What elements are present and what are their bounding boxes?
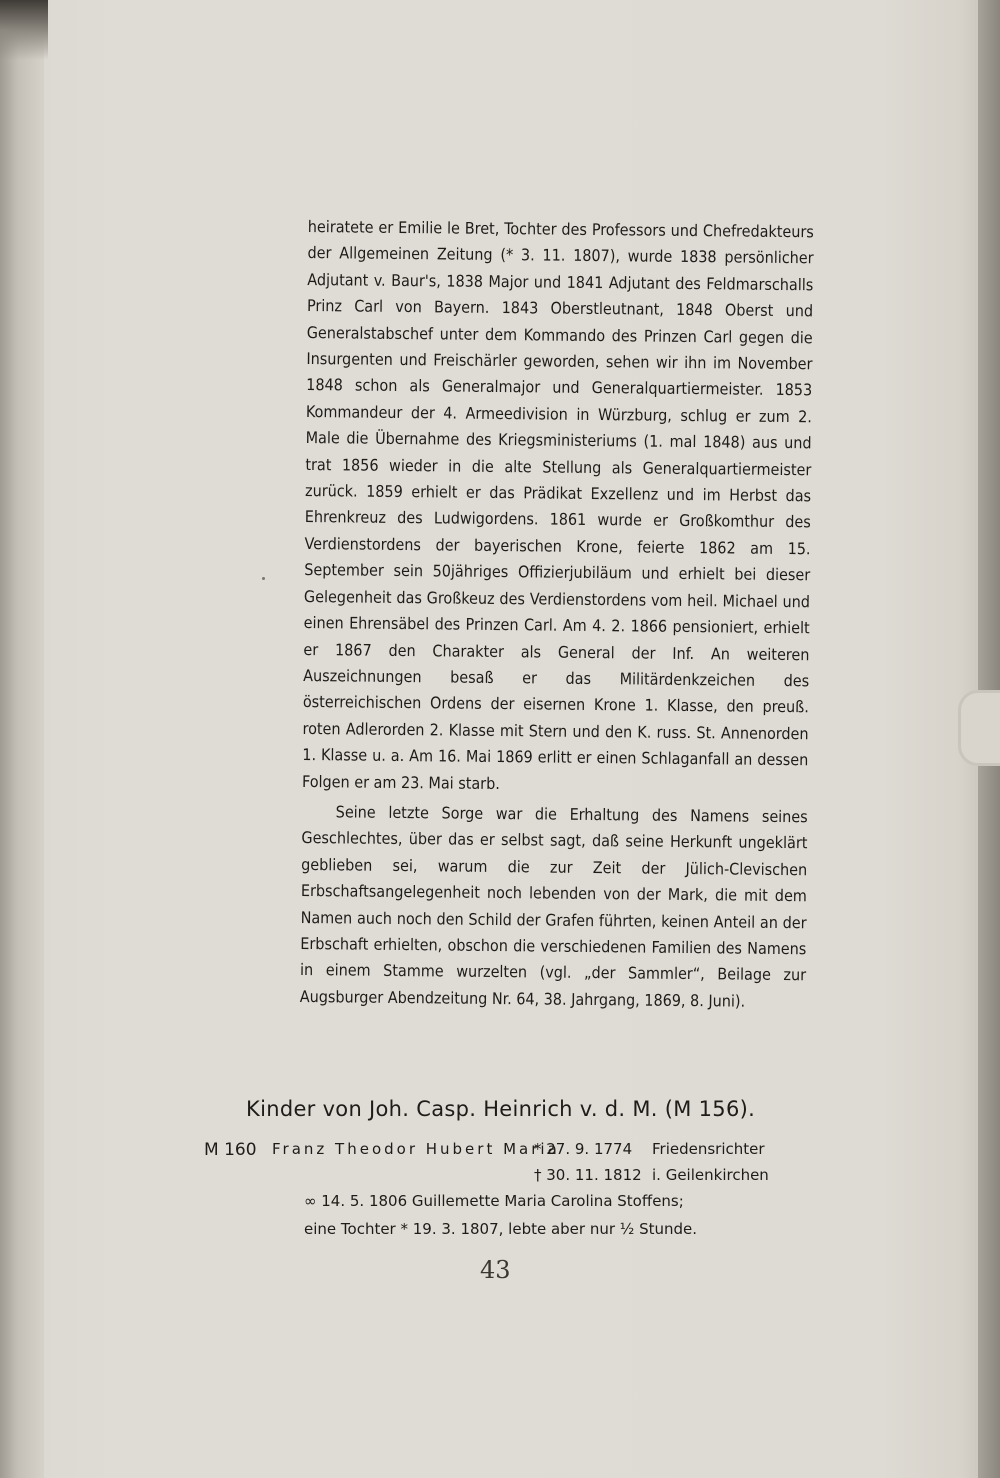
entry-row-death [204, 1164, 824, 1192]
entry-daughter: eine Tochter * 19. 3. 1807, lebte aber nur ½ Stunde. [304, 1220, 698, 1238]
book-spine [0, 0, 44, 1478]
paragraph-name-legacy: Seine letzte Sorge war die Erhaltung des Namens seines Geschlechtes, über das er selbst sagt, daß seine Herkunft ungeklärt geblieben sei, warum die zur Zeit der Jülich-Clevischen Erbschaftsangelegenheit noch lebenden von der Mark, die mit dem Namen auch noch den Schild der Grafen führten, keinen Anteil an der Erbschaft erhielten, obschon die verschiedenen Familien des Namens in einem Stamme wurzelten (vgl. „der Sammler“, Beilage zur Augsburger Abendzeitung Nr. 64, 38. Jahrgang, 1869, 8. Juni). [299, 802, 808, 1011]
entry-place: i. Geilenkirchen [652, 1166, 769, 1184]
entry-birth: * 27. 9. 1774 [534, 1140, 633, 1158]
genealogy-entry [204, 1136, 824, 1248]
page-number: 43 [480, 1256, 511, 1284]
paragraph-biography: heiratete er Emilie le Bret, Tochter des Professors und Chefredakteurs der Allgemeinen Zeitung (* 3. 11. 1807), wurde 1838 persönlicher Adjutant v. Baur's, 1838 Major und 1841 Adjutant des Feldmarschalls Prinz Carl von Bayern. 1843 Oberstleutnant, 1848 Oberst und Generalstabschef unter dem Kommando des Prinzen Carl gegen die Insurgenten und Freischärler geworden, sehen wir ihn im November 1848 schon als Generalmajor und Generalquartiermeister. 1853 Kommandeur der 4. Armeedivision in Würzburg, schlug er zum 2. Male die Übernahme des Kriegsministeriums (1. mal 1848) aus und trat 1856 wieder in die alte Stellung als Generalquartiermeister zurück. 1859 erhielt er das Prädikat Exzellenz und im Herbst das Ehrenkreuz des Ludwigordens. 1861 wurde er Großkomthur des Verdienstordens der bayerischen Krone, feierte 1862 am 15. September sein 50jähriges Offizierjubiläum und erhielt bei dieser Gelegenheit das Großkeuz des Verdienstordens vom heil. Michael und einen Ehrensäbel des Prinzen Carl. Am 4. 2. 1866 pensioniert, erhielt er 1867 den Charakter als General der Inf. An weiteren Auszeichnungen besaß er das Militärdenkzeichen des österreichischen Ordens der eisernen Krone 1. Klasse, den preuß. roten Adlerorden 2. Klasse mit Stern und den K. russ. St. Annenorden 1. Klasse u. a. Am 16. Mai 1869 erlitt er einen Schlaganfall an dessen Folgen er am 23. Mai starb. [301, 216, 814, 793]
body-text [300, 214, 814, 1015]
entry-row-daughter [204, 1220, 824, 1248]
paper-speck [262, 577, 265, 580]
entry-death: † 30. 11. 1812 [534, 1166, 642, 1184]
page-clip [958, 690, 1000, 766]
entry-id: M 160 [204, 1140, 257, 1160]
section-heading: Kinder von Joh. Casp. Heinrich v. d. M. (M 156). [246, 1097, 756, 1121]
entry-row-main [204, 1136, 824, 1164]
entry-marriage: ∞ 14. 5. 1806 Guillemette Maria Carolina Stoffens; [304, 1192, 684, 1210]
spine-shadow [0, 0, 48, 60]
entry-row-marriage [204, 1192, 824, 1220]
entry-name: Franz Theodor Hubert Maria [272, 1140, 560, 1158]
entry-role: Friedensrichter [652, 1140, 765, 1158]
